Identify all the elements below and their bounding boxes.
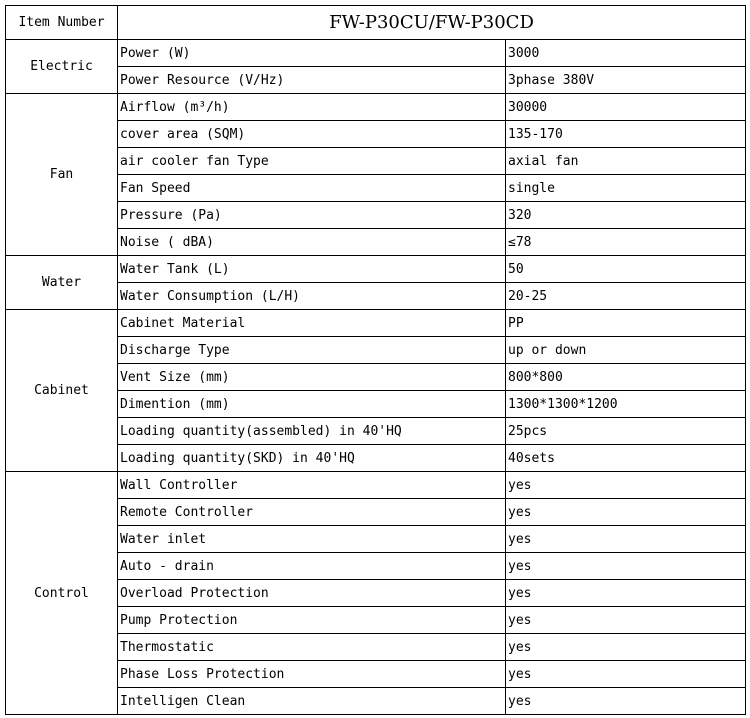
spec-value: yes: [506, 688, 746, 715]
spec-label: Pressure (Pa): [118, 202, 506, 229]
spec-label: Auto - drain: [118, 553, 506, 580]
spec-label: Dimention (mm): [118, 391, 506, 418]
spec-label: Vent Size (mm): [118, 364, 506, 391]
table-row: [6, 472, 746, 499]
category-cell-control: Control: [6, 472, 118, 715]
spec-label: Phase Loss Protection: [118, 661, 506, 688]
table-row: [6, 94, 746, 121]
spec-label: Noise ( dBA): [118, 229, 506, 256]
spec-value: 40sets: [506, 445, 746, 472]
spec-value: yes: [506, 607, 746, 634]
spec-label: Remote Controller: [118, 499, 506, 526]
spec-body: [6, 40, 746, 715]
spec-value: yes: [506, 661, 746, 688]
spec-label: cover area (SQM): [118, 121, 506, 148]
spec-value: 800*800: [506, 364, 746, 391]
spec-label: air cooler fan Type: [118, 148, 506, 175]
category-cell-electric: Electric: [6, 40, 118, 94]
spec-value: 320: [506, 202, 746, 229]
spec-value: single: [506, 175, 746, 202]
spec-value: up or down: [506, 337, 746, 364]
spec-label: Cabinet Material: [118, 310, 506, 337]
spec-value: 3phase 380V: [506, 67, 746, 94]
spec-value: yes: [506, 526, 746, 553]
spec-label: Power Resource (V/Hz): [118, 67, 506, 94]
spec-label: Discharge Type: [118, 337, 506, 364]
spec-label: Water Consumption (L/H): [118, 283, 506, 310]
spec-value: yes: [506, 499, 746, 526]
spec-value: PP: [506, 310, 746, 337]
spec-value: yes: [506, 472, 746, 499]
spec-label: Power (W): [118, 40, 506, 67]
spec-value: 3000: [506, 40, 746, 67]
spec-table: [5, 5, 746, 715]
spec-label: Loading quantity(SKD) in 40'HQ: [118, 445, 506, 472]
spec-label: Thermostatic: [118, 634, 506, 661]
category-cell-cabinet: Cabinet: [6, 310, 118, 472]
spec-value: 25pcs: [506, 418, 746, 445]
table-row: [6, 256, 746, 283]
spec-value: ≤78: [506, 229, 746, 256]
spec-label: Wall Controller: [118, 472, 506, 499]
category-cell-water: Water: [6, 256, 118, 310]
item-number-header: Item Number: [6, 6, 118, 40]
spec-value: 30000: [506, 94, 746, 121]
spec-value: 1300*1300*1200: [506, 391, 746, 418]
table-row: [6, 40, 746, 67]
spec-label: Water Tank (L): [118, 256, 506, 283]
category-cell-fan: Fan: [6, 94, 118, 256]
model-title: FW-P30CU/FW-P30CD: [118, 6, 746, 40]
spec-label: Overload Protection: [118, 580, 506, 607]
header-row: [6, 6, 746, 40]
spec-value: axial fan: [506, 148, 746, 175]
spec-value: yes: [506, 580, 746, 607]
spec-value: yes: [506, 553, 746, 580]
spec-label: Intelligen Clean: [118, 688, 506, 715]
table-row: [6, 310, 746, 337]
spec-value: 50: [506, 256, 746, 283]
spec-label: Airflow (m³/h): [118, 94, 506, 121]
spec-label: Fan Speed: [118, 175, 506, 202]
spec-value: 20-25: [506, 283, 746, 310]
spec-label: Water inlet: [118, 526, 506, 553]
spec-value: yes: [506, 634, 746, 661]
spec-label: Pump Protection: [118, 607, 506, 634]
spec-label: Loading quantity(assembled) in 40'HQ: [118, 418, 506, 445]
spec-value: 135-170: [506, 121, 746, 148]
